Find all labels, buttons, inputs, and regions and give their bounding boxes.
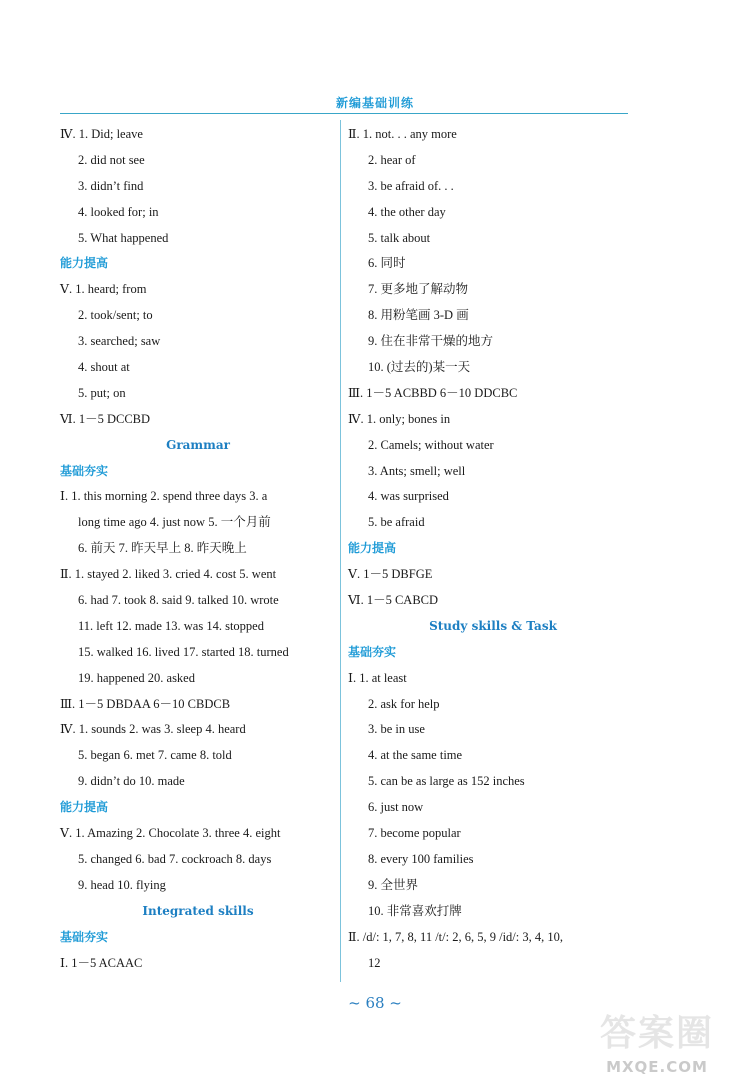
answer-subitem: 2. hear of <box>368 152 416 167</box>
answer-item: Ⅳ. 1. sounds 2. was 3. sleep 4. heard <box>60 722 246 737</box>
unit-subtitle: Grammar <box>166 437 230 452</box>
answer-subitem: 3. be afraid of. . . <box>368 178 454 193</box>
answer-item: Ⅰ. 1. this morning 2. spend three days 3. a <box>60 489 268 504</box>
answer-subitem: 6. just now <box>368 800 424 815</box>
right-answer-column <box>348 122 638 976</box>
answer-subitem: 11. left 12. made 13. was 14. stopped <box>78 618 264 633</box>
answer-subitem: 5. changed 6. bad 7. cockroach 8. days <box>78 851 272 866</box>
running-header-title: 新编基础训练 <box>335 96 414 110</box>
answer-subitem: 8. 用粉笔画 3-D 画 <box>368 308 469 323</box>
answer-subitem: 5. What happened <box>78 230 169 245</box>
answer-subitem: 12 <box>368 955 381 970</box>
answer-subitem: 10. (过去的)某一天 <box>368 360 471 375</box>
unit-subtitle: Study skills & Task <box>429 618 557 633</box>
answer-item: Ⅳ. 1. Did; leave <box>60 127 143 141</box>
answer-subitem: 3. searched; saw <box>78 334 161 349</box>
answer-subitem: 9. head 10. flying <box>78 877 166 892</box>
answer-subitem: 2. ask for help <box>368 696 440 711</box>
answer-subitem: 5. talk about <box>368 230 431 245</box>
answer-item: Ⅳ. 1. only; bones in <box>348 411 451 426</box>
answer-subitem: 8. every 100 families <box>368 851 474 866</box>
answer-subitem: 3. be in use <box>368 722 425 737</box>
answer-item: Ⅴ. 1. Amazing 2. Chocolate 3. three 4. eight <box>60 826 281 841</box>
answer-subitem: 6. 同时 <box>368 256 406 271</box>
answer-item: Ⅵ. 1－5 DCCBD <box>60 411 151 426</box>
answer-subitem: 5. be afraid <box>368 515 425 530</box>
answer-subitem: 7. become popular <box>368 826 461 841</box>
answer-subitem: 4. at the same time <box>368 748 463 763</box>
answer-item: Ⅴ. 1－5 DBFGE <box>348 567 433 582</box>
answer-item: Ⅱ. 1. not. . . any more <box>348 127 457 141</box>
unit-subtitle: Integrated skills <box>142 903 254 918</box>
answer-subitem: long time ago 4. just now 5. 一个月前 <box>78 515 271 530</box>
header-rule <box>60 113 628 114</box>
answer-subitem: 19. happened 20. asked <box>78 670 195 685</box>
answer-subitem: 15. walked 16. lived 17. started 18. turned <box>78 644 289 659</box>
watermark-site-text: MXQE.COM <box>606 1058 708 1076</box>
watermark-main-text: 答案圈 <box>599 1013 714 1054</box>
answer-subitem: 9. 全世界 <box>368 877 419 892</box>
answer-item: Ⅲ. 1－5 ACBBD 6－10 DDCBC <box>348 385 518 400</box>
section-heading: 能力提高 <box>60 800 109 815</box>
answer-subitem: 4. was surprised <box>368 489 449 504</box>
left-answer-column <box>60 122 336 976</box>
answer-subitem: 9. 住在非常干燥的地方 <box>368 334 494 349</box>
section-heading: 基础夯实 <box>348 644 397 659</box>
page-number: ~ 68 ~ <box>348 994 402 1012</box>
answer-item: Ⅲ. 1－5 DBDAA 6－10 CBDCB <box>60 696 231 711</box>
column-divider <box>340 120 341 982</box>
answer-subitem: 4. the other day <box>368 204 446 219</box>
answer-item: Ⅴ. 1. heard; from <box>60 282 147 297</box>
answer-subitem: 7. 更多地了解动物 <box>368 282 469 297</box>
answer-item: Ⅱ. 1. stayed 2. liked 3. cried 4. cost 5. went <box>60 567 277 582</box>
watermark-logo <box>582 1010 732 1082</box>
answer-item: Ⅰ. 1. at least <box>348 670 407 685</box>
answer-subitem: 5. can be as large as 152 inches <box>368 774 525 789</box>
answer-subitem: 3. Ants; smell; well <box>368 463 466 478</box>
answer-item: Ⅱ. /d/: 1, 7, 8, 11 /t/: 2, 6, 5, 9 /id/: 3, 4, 10, <box>348 929 563 944</box>
answer-subitem: 6. had 7. took 8. said 9. talked 10. wrote <box>78 593 279 608</box>
answer-item: Ⅵ. 1－5 CABCD <box>348 593 439 608</box>
answer-subitem: 3. didn’t find <box>78 178 144 193</box>
section-heading: 能力提高 <box>348 541 397 556</box>
answer-subitem: 5. began 6. met 7. came 8. told <box>78 748 232 763</box>
answer-subitem: 9. didn’t do 10. made <box>78 774 185 789</box>
answer-subitem: 4. shout at <box>78 360 130 375</box>
answer-subitem: 2. took/sent; to <box>78 308 153 323</box>
answer-subitem: 4. looked for; in <box>78 204 159 219</box>
section-heading: 基础夯实 <box>60 463 109 478</box>
answer-subitem: 2. Camels; without water <box>368 437 494 452</box>
answer-subitem: 10. 非常喜欢打牌 <box>368 903 462 918</box>
section-heading: 能力提高 <box>60 256 109 271</box>
answer-subitem: 2. did not see <box>78 152 145 167</box>
answer-subitem: 5. put; on <box>78 385 126 400</box>
answer-subitem: 6. 前天 7. 昨天早上 8. 昨天晚上 <box>78 541 247 556</box>
section-heading: 基础夯实 <box>60 929 109 944</box>
answer-item: Ⅰ. 1－5 ACAAC <box>60 955 143 970</box>
